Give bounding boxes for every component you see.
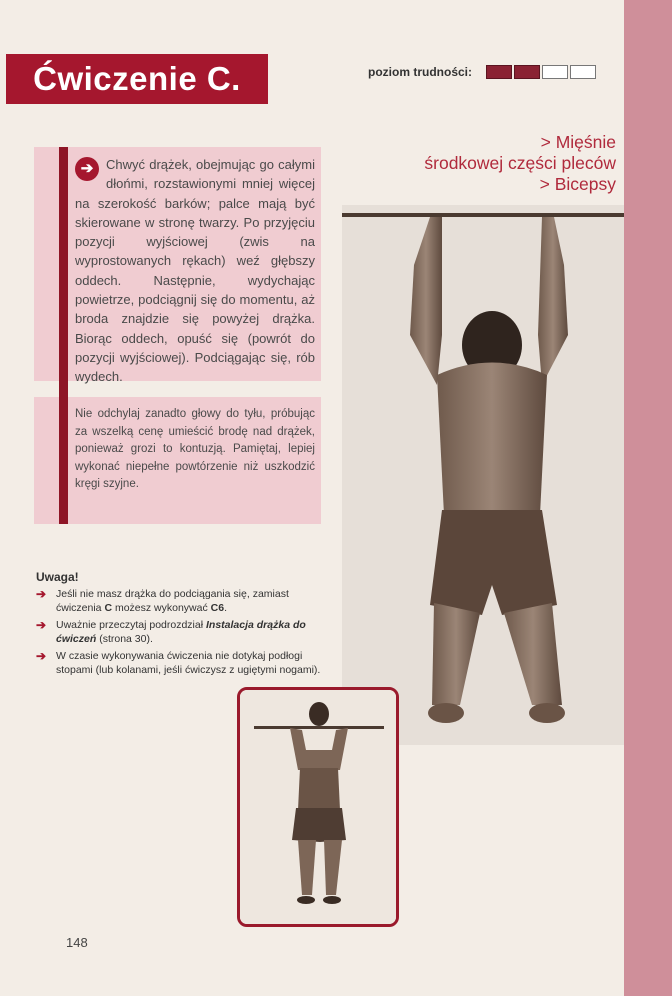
note-exercise-ref: C6: [210, 602, 225, 614]
target-muscles: [424, 132, 616, 195]
panel-side-bar: [59, 147, 68, 524]
arrow-right-icon: ➔: [36, 649, 47, 663]
exercise-title: Ćwiczenie C.: [6, 54, 268, 104]
difficulty-indicator: [368, 65, 598, 79]
warning-text: Nie odchylaj zanadto głowy do tyłu, próbując za wszelką cenę umieścić brodę nad drążek, ponieważ grozi to kontuzją. Pamiętaj, lepiej wykonać niepełne powtórzenie niż uszkodzić kręgi szyjne.: [75, 408, 315, 491]
note-exercise-ref: C: [104, 602, 113, 614]
muscle-line: > Mięśnie: [540, 132, 616, 152]
note-text: W czasie wykonywania ćwiczenia nie dotykaj podłogi stopami (lub kolanami, jeśli ćwiczysz z ugiętymi nogami).: [56, 650, 321, 676]
note-item: [36, 649, 322, 677]
note-item: [36, 618, 322, 646]
inset-photo-illustration: [240, 690, 396, 924]
notes-title: Uwaga!: [36, 570, 79, 584]
main-exercise-photo: [342, 205, 624, 745]
note-item: [36, 587, 322, 615]
arrow-right-icon: ➔: [36, 587, 47, 601]
muscle-line: środkowej części pleców: [424, 153, 616, 173]
page-number: 148: [66, 935, 88, 950]
instructions-text-block: [75, 155, 315, 387]
note-text: Jeśli nie masz drążka do podciągania się, zamiast ćwiczenia: [56, 588, 289, 614]
muscle-line: > Bicepsy: [539, 174, 616, 194]
note-text: Uważnie przeczytaj podrozdział: [56, 619, 206, 631]
note-text: .: [224, 602, 228, 614]
difficulty-segment: [486, 65, 512, 79]
inset-exercise-photo: [237, 687, 399, 927]
difficulty-segment: [542, 65, 568, 79]
difficulty-segment: [570, 65, 596, 79]
arrow-right-icon: ➔: [36, 618, 47, 632]
difficulty-segment: [514, 65, 540, 79]
notes-section: [36, 570, 322, 680]
note-text: możesz wykonywać: [112, 602, 211, 614]
right-edge-band: [624, 0, 672, 996]
instructions-text: Chwyć drążek, obejmując go całymi dłońmi, rozstawionymi mniej więcej na szerokość barków; palce mają być skierowane w stronę twarzy. Po przyjęciu pozycji wyjściowej (zwis na wyprostowanych rękach) weź głębszy oddech. Następnie, wydychając powietrze, podciągnij się do momentu, aż broda znajdzie się powyżej drążka. Biorąc oddech, opuść się (powrót do pozycji wyjściowej). Podciągając się, rób wydech.: [75, 157, 315, 385]
note-text: (strona 30).: [96, 633, 153, 645]
note-subsection-ref: Instalacja drążka do ćwiczeń: [56, 619, 306, 645]
arrow-right-circle-icon: ➔: [75, 157, 99, 181]
difficulty-label: poziom trudności:: [368, 65, 472, 79]
